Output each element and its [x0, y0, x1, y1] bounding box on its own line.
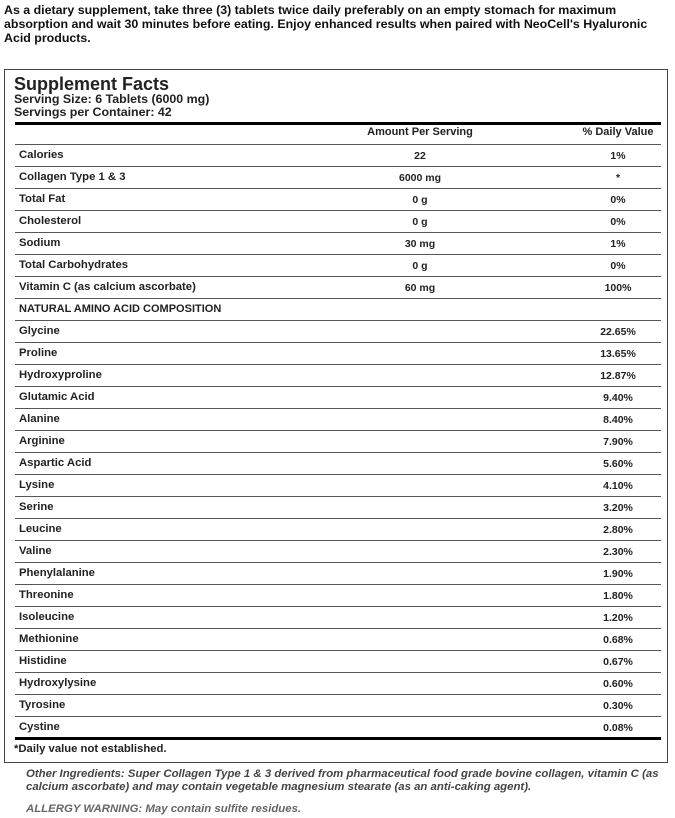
daily-value: 1.80% — [603, 590, 633, 602]
table-row — [15, 144, 661, 166]
allergy-warning: ALLERGY WARNING: May contain sulfite residues. — [26, 803, 302, 815]
daily-value: 0.60% — [603, 678, 633, 690]
amount-per-serving: 60 mg — [404, 282, 436, 294]
amount-per-serving: 0 g — [412, 194, 428, 206]
daily-value: 0.68% — [603, 634, 633, 646]
daily-value: 100% — [604, 282, 632, 294]
daily-value: 0% — [610, 260, 626, 272]
directions-text: As a dietary supplement, take three (3) tablets twice daily preferably on an empty stomach for maximum absorption and wait 30 minutes before eating. Enjoy enhanced results when paired with NeoCell's Hyaluronic Acid products. — [4, 3, 648, 45]
daily-value: 1.90% — [603, 568, 633, 580]
table-row — [15, 166, 661, 188]
table-row — [15, 452, 661, 474]
table-row — [15, 188, 661, 210]
table-row — [15, 562, 661, 584]
table-row — [15, 276, 661, 298]
daily-value: 2.30% — [603, 546, 633, 558]
table-row — [15, 320, 661, 342]
table-row — [15, 584, 661, 606]
table-row — [15, 672, 661, 694]
daily-value: 1.20% — [603, 612, 633, 624]
daily-value: 5.60% — [603, 458, 633, 470]
nutrient-name: Total Carbohydrates — [19, 259, 129, 271]
table-header — [15, 126, 661, 142]
table-row — [15, 540, 661, 562]
daily-value: 9.40% — [603, 392, 633, 404]
nutrient-name: Valine — [19, 545, 52, 557]
daily-value: 0.30% — [603, 700, 633, 712]
table-row — [15, 628, 661, 650]
daily-value: 4.10% — [603, 480, 633, 492]
nutrient-name: Histidine — [19, 655, 67, 667]
nutrient-name: Vitamin C (as calcium ascorbate) — [19, 281, 196, 293]
table-row — [15, 496, 661, 518]
daily-value: 0% — [610, 194, 626, 206]
daily-value: * — [615, 172, 621, 184]
daily-value: 2.80% — [603, 524, 633, 536]
table-row — [15, 342, 661, 364]
daily-value: 8.40% — [603, 414, 633, 426]
nutrient-name: Cystine — [19, 721, 60, 733]
nutrient-name: Isoleucine — [19, 611, 75, 623]
table-row — [15, 716, 661, 738]
table-row — [15, 210, 661, 232]
facts-table — [15, 144, 661, 738]
table-row — [15, 364, 661, 386]
daily-value: 1% — [610, 150, 626, 162]
nutrient-name: Collagen Type 1 & 3 — [19, 171, 126, 183]
daily-value: 0% — [610, 216, 626, 228]
nutrient-name: Leucine — [19, 523, 62, 535]
header-daily-value: % Daily Value — [582, 126, 654, 138]
table-row — [15, 254, 661, 276]
table-row — [15, 430, 661, 452]
serving-size: Serving Size: 6 Tablets (6000 mg) — [14, 92, 210, 106]
nutrient-name: Hydroxylysine — [19, 677, 97, 689]
amount-per-serving: 22 — [414, 150, 426, 162]
nutrient-name: Sodium — [19, 237, 61, 249]
amount-per-serving: 6000 mg — [398, 172, 442, 184]
nutrient-name: Threonine — [19, 589, 74, 601]
daily-value: 22.65% — [600, 326, 636, 338]
daily-value: 1% — [610, 238, 626, 250]
amount-per-serving: 0 g — [412, 260, 428, 272]
daily-value: 0.08% — [603, 722, 633, 734]
table-row — [15, 474, 661, 496]
nutrient-name: Glycine — [19, 325, 60, 337]
nutrient-name: Hydroxyproline — [19, 369, 102, 381]
nutrient-name: Alanine — [19, 413, 60, 425]
panel-title: Supplement Facts — [14, 74, 170, 94]
other-ingredients: Other Ingredients: Super Collagen Type 1 & 3 derived from pharmaceutical food grade bovine collagen, vitamin C (as calcium ascorbate) and may contain vegetable magnesium stearate (as an anti-caking agent). — [26, 768, 659, 793]
nutrient-name: Glutamic Acid — [19, 391, 95, 403]
nutrient-name: NATURAL AMINO ACID COMPOSITION — [19, 303, 222, 315]
daily-value: 12.87% — [600, 370, 636, 382]
nutrient-name: Serine — [19, 501, 54, 513]
daily-value: 13.65% — [600, 348, 636, 360]
table-row — [15, 650, 661, 672]
nutrient-name: Lysine — [19, 479, 55, 491]
section-heading-row — [15, 298, 661, 320]
table-row — [15, 694, 661, 716]
nutrient-name: Total Fat — [19, 193, 66, 205]
divider-thick-top — [15, 122, 661, 125]
servings-per-container: Servings per Container: 42 — [14, 105, 172, 119]
nutrient-name: Arginine — [19, 435, 65, 447]
amount-per-serving: 30 mg — [404, 238, 436, 250]
nutrient-name: Aspartic Acid — [19, 457, 92, 469]
amount-per-serving: 0 g — [412, 216, 428, 228]
header-amount: Amount Per Serving — [367, 126, 473, 138]
daily-value-footnote: *Daily value not established. — [14, 743, 167, 755]
daily-value: 7.90% — [603, 436, 633, 448]
divider-thick-bottom — [15, 737, 661, 740]
nutrient-name: Phenylalanine — [19, 567, 95, 579]
nutrient-name: Proline — [19, 347, 58, 359]
nutrient-name: Methionine — [19, 633, 79, 645]
nutrient-name: Tyrosine — [19, 699, 66, 711]
table-row — [15, 408, 661, 430]
nutrient-name: Calories — [19, 149, 64, 161]
table-row — [15, 518, 661, 540]
daily-value: 0.67% — [603, 656, 633, 668]
table-row — [15, 386, 661, 408]
daily-value: 3.20% — [603, 502, 633, 514]
table-row — [15, 232, 661, 254]
table-row — [15, 606, 661, 628]
nutrient-name: Cholesterol — [19, 215, 82, 227]
supplement-facts-panel — [4, 69, 668, 763]
